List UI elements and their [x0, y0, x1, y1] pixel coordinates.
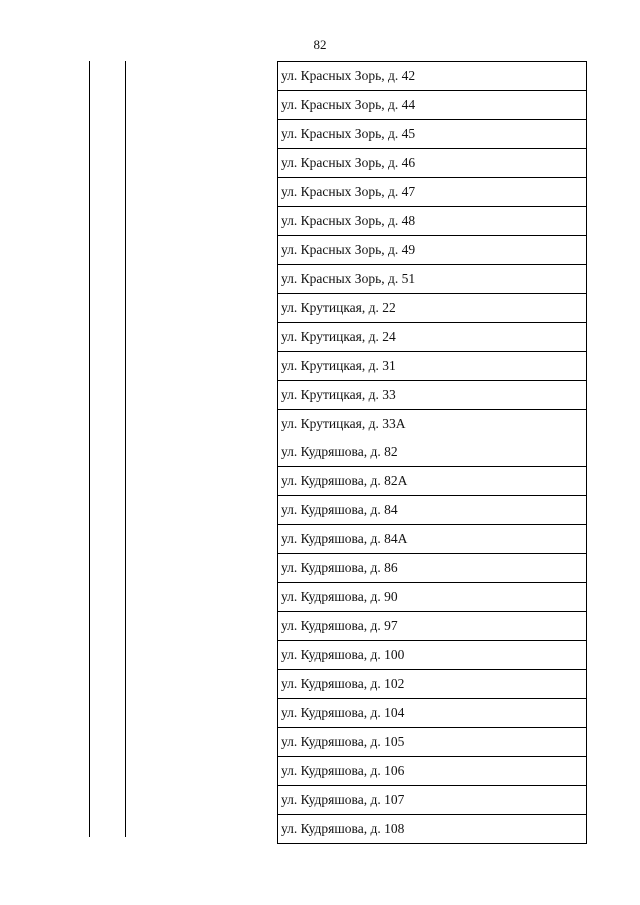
table-row [278, 467, 587, 496]
table-row [278, 757, 587, 786]
address-cell: ул. Крутицкая, д. 22 [278, 294, 587, 323]
table-row [278, 178, 587, 207]
address-cell: ул. Красных Зорь, д. 44 [278, 91, 587, 120]
page-number: 82 [313, 37, 327, 52]
address-cell: ул. Крутицкая, д. 33А [278, 410, 587, 439]
table-row [278, 554, 587, 583]
table-row [278, 612, 587, 641]
address-cell: ул. Красных Зорь, д. 47 [278, 178, 587, 207]
table-left-border [89, 61, 90, 837]
address-table [277, 61, 587, 844]
table-row [278, 699, 587, 728]
address-cell: ул. Кудряшова, д. 90 [278, 583, 587, 612]
table-row [278, 410, 587, 439]
address-cell: ул. Кудряшова, д. 105 [278, 728, 587, 757]
table-row [278, 120, 587, 149]
table-column-divider [125, 61, 126, 837]
table-row [278, 583, 587, 612]
table-row [278, 525, 587, 554]
address-cell: ул. Кудряшова, д. 104 [278, 699, 587, 728]
address-cell: ул. Кудряшова, д. 82А [278, 467, 587, 496]
table-row [278, 149, 587, 178]
address-cell: ул. Кудряшова, д. 107 [278, 786, 587, 815]
table-row [278, 381, 587, 410]
address-cell: ул. Красных Зорь, д. 51 [278, 265, 587, 294]
address-cell: ул. Кудряшова, д. 106 [278, 757, 587, 786]
table-row [278, 91, 587, 120]
table-row [278, 815, 587, 844]
table-row [278, 641, 587, 670]
address-cell: ул. Красных Зорь, д. 46 [278, 149, 587, 178]
address-cell: ул. Кудряшова, д. 82 [278, 438, 587, 467]
address-cell: ул. Красных Зорь, д. 42 [278, 62, 587, 91]
address-cell: ул. Кудряшова, д. 102 [278, 670, 587, 699]
address-cell: ул. Кудряшова, д. 86 [278, 554, 587, 583]
address-cell: ул. Красных Зорь, д. 49 [278, 236, 587, 265]
table-row [278, 728, 587, 757]
table-row [278, 236, 587, 265]
address-cell: ул. Крутицкая, д. 31 [278, 352, 587, 381]
address-cell: ул. Кудряшова, д. 84А [278, 525, 587, 554]
address-cell: ул. Кудряшова, д. 108 [278, 815, 587, 844]
table-row [278, 496, 587, 525]
table-row [278, 786, 587, 815]
table-row [278, 323, 587, 352]
address-cell: ул. Крутицкая, д. 24 [278, 323, 587, 352]
table-row [278, 352, 587, 381]
table-row [278, 294, 587, 323]
address-cell: ул. Крутицкая, д. 33 [278, 381, 587, 410]
address-table-body [278, 62, 587, 844]
address-cell: ул. Кудряшова, д. 100 [278, 641, 587, 670]
table-row [278, 265, 587, 294]
table-row [278, 207, 587, 236]
address-cell: ул. Кудряшова, д. 97 [278, 612, 587, 641]
address-cell: ул. Красных Зорь, д. 48 [278, 207, 587, 236]
address-cell: ул. Кудряшова, д. 84 [278, 496, 587, 525]
table-row [278, 438, 587, 467]
table-row [278, 62, 587, 91]
table-row [278, 670, 587, 699]
address-cell: ул. Красных Зорь, д. 45 [278, 120, 587, 149]
